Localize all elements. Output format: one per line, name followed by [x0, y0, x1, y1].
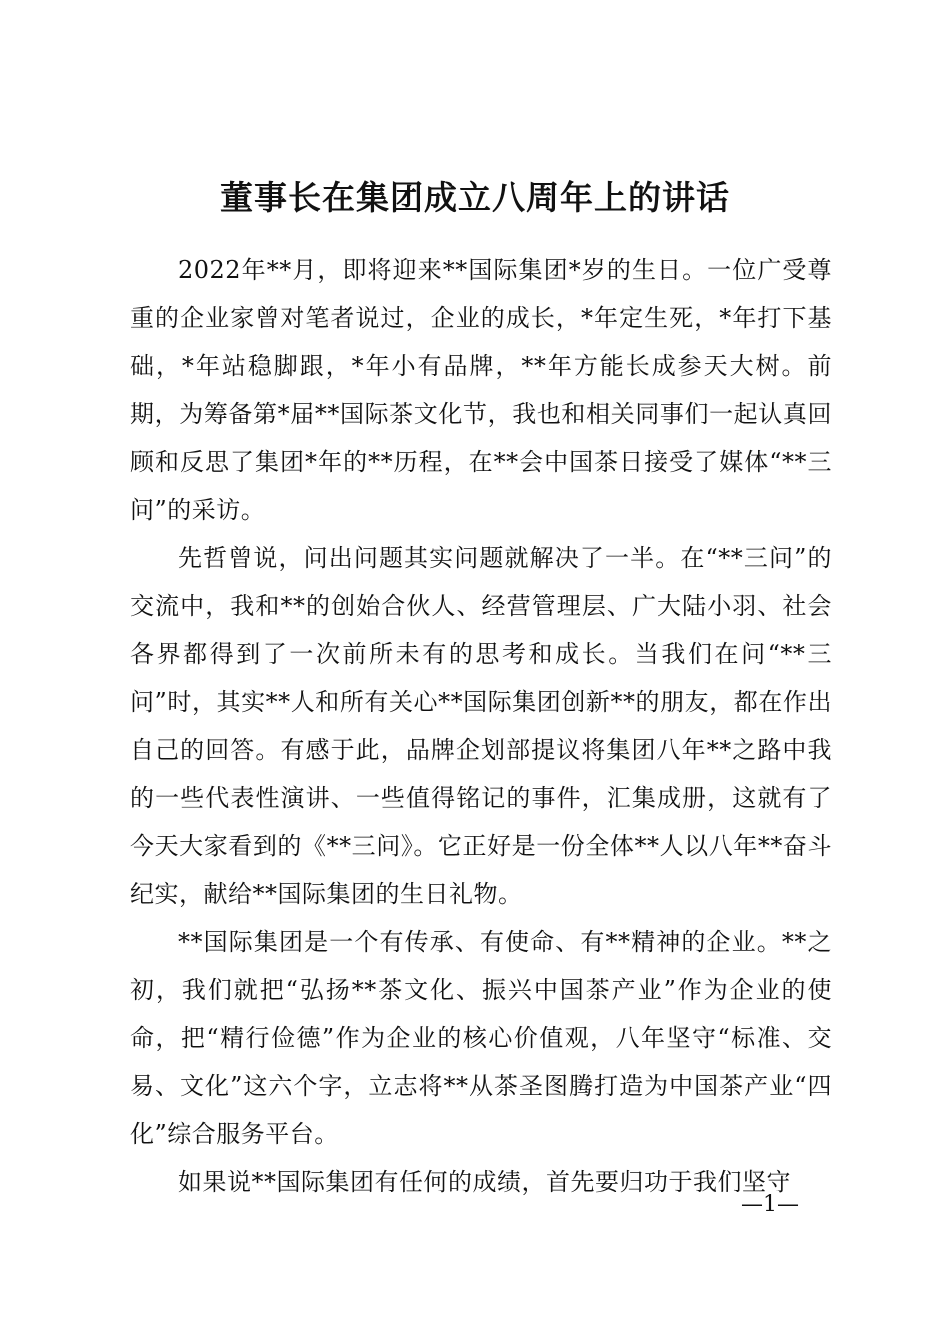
paragraph-4: 如果说**国际集团有任何的成绩，首先要归功于我们坚守	[178, 1168, 791, 1196]
page-number: —1—	[741, 1192, 799, 1217]
paragraph-2: 先哲曾说，问出问题其实问题就解决了一半。在“**三问”的交流中，我和**的创始合伙人、经营管理层、广大陆小羽、社会各界都得到了一次前所未有的思考和成长。当我们在问“**三问”时，其实**人和所有关心**国际集团创新**的朋友，都在作出自己的回答。有感于此，品牌企划部提议将集团八年**之路中我的一些代表性演讲、一些值得铭记的事件，汇集成册，这就有了今天大家看到的《**三问》。它正好是一份全体**人以八年**奋斗纪实，献给**国际集团的生日礼物。	[130, 544, 832, 908]
document-title: 董事长在集团成立八周年上的讲话	[220, 178, 730, 217]
paragraph-3: **国际集团是一个有传承、有使命、有**精神的企业。**之初，我们就把“弘扬**茶文化、振兴中国茶产业”作为企业的使命，把“精行俭德”作为企业的核心价值观，八年坚守“标准、交易、文化”这六个字，立志将**从茶圣图腾打造为中国茶产业“四化”综合服务平台。	[130, 928, 832, 1148]
paragraph-1: 2022年**月，即将迎来**国际集团*岁的生日。一位广受尊重的企业家曾对笔者说过，企业的成长，*年定生死，*年打下基础，*年站稳脚跟，*年小有品牌，**年方能长成参天大树。前期，为筹备第*届**国际茶文化节，我也和相关同事们一起认真回顾和反思了集团*年的**历程，在**会中国茶日接受了媒体“**三问”的采访。	[130, 256, 832, 524]
document-body	[130, 246, 832, 1206]
